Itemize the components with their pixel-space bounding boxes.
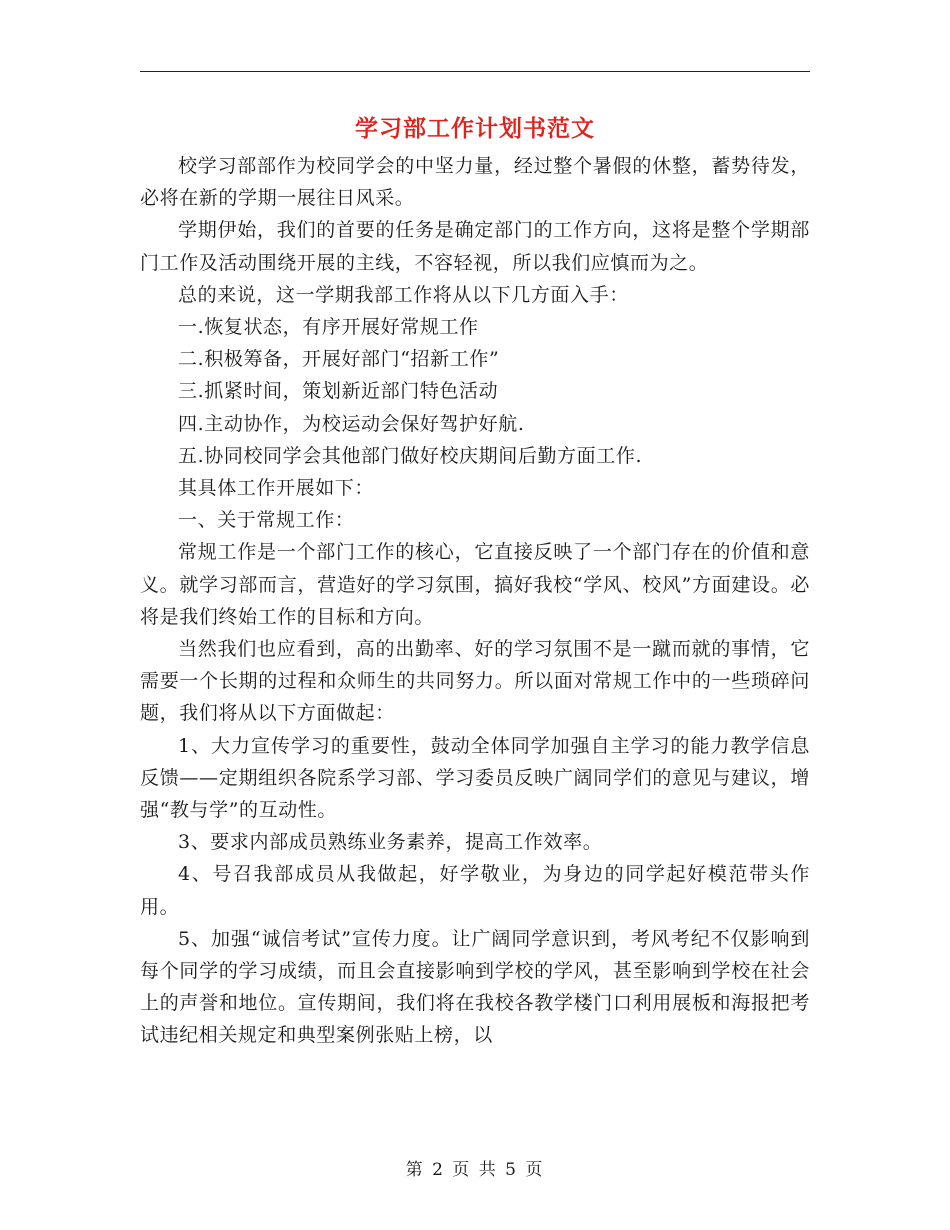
paragraph: 学期伊始，我们的首要的任务是确定部门的工作方向，这将是整个学期部门工作及活动围绕开展的主线，不容轻视，所以我们应慎而为之。 bbox=[140, 219, 810, 274]
list-item: 二.积极筹备，开展好部门“招新工作” bbox=[178, 348, 500, 371]
document-title: 学习部工作计划书范文 bbox=[355, 116, 595, 142]
list-item: 四.主动协作，为校运动会保好驾护好航. bbox=[178, 412, 525, 435]
list-item: 一.恢复状态，有序开展好常规工作 bbox=[178, 316, 479, 339]
paragraph: 总的来说，这一学期我部工作将从以下几方面入手： bbox=[178, 283, 629, 306]
list-item: 5、加强“诚信考试”宣传力度。让广阔同学意识到，考风考纪不仅影响到每个同学的学习成绩，而且会直接影响到学校的学风，甚至影响到学校在社会上的声誉和地位。宣传期间，我们将在我校各教学楼门口利用展板和海报把考试违纪相关规定和典型案例张贴上榜，以 bbox=[140, 927, 810, 1047]
header-rule bbox=[140, 71, 810, 72]
paragraph: 校学习部部作为校同学会的中坚力量，经过整个暑假的休整，蓄势待发，必将在新的学期一展往日风采。 bbox=[140, 155, 810, 210]
paragraph: 其具体工作开展如下： bbox=[178, 477, 375, 500]
list-item: 1、大力宣传学习的重要性，鼓动全体同学加强自主学习的能力教学信息反馈——定期组织各院系学习部、学习委员反映广阔同学们的意见与建议，增强“教与学”的互动性。 bbox=[140, 734, 810, 822]
list-item: 4、号召我部成员从我做起，好学敬业，为身边的同学起好模范带头作用。 bbox=[140, 863, 810, 918]
page-number: 第 2 页 共 5 页 bbox=[405, 1160, 545, 1180]
list-item: 五.协同校同学会其他部门做好校庆期间后勤方面工作. bbox=[178, 444, 643, 467]
paragraph: 常规工作是一个部门工作的核心，它直接反映了一个部门存在的价值和意义。就学习部而言，营造好的学习氛围，搞好我校“学风、校风”方面建设。必将是我们终始工作的目标和方向。 bbox=[140, 541, 810, 628]
section-heading: 一、关于常规工作： bbox=[178, 509, 355, 532]
paragraph: 当然我们也应看到，高的出勤率、好的学习氛围不是一蹴而就的事情，它需要一个长期的过程和众师生的共同努力。所以面对常规工作中的一些琐碎问题，我们将从以下方面做起： bbox=[140, 638, 810, 725]
list-item: 三.抓紧时间，策划新近部门特色活动 bbox=[178, 380, 499, 403]
list-item: 3、要求内部成员熟练业务素养，提高工作效率。 bbox=[178, 831, 603, 854]
document-body bbox=[140, 150, 810, 1052]
